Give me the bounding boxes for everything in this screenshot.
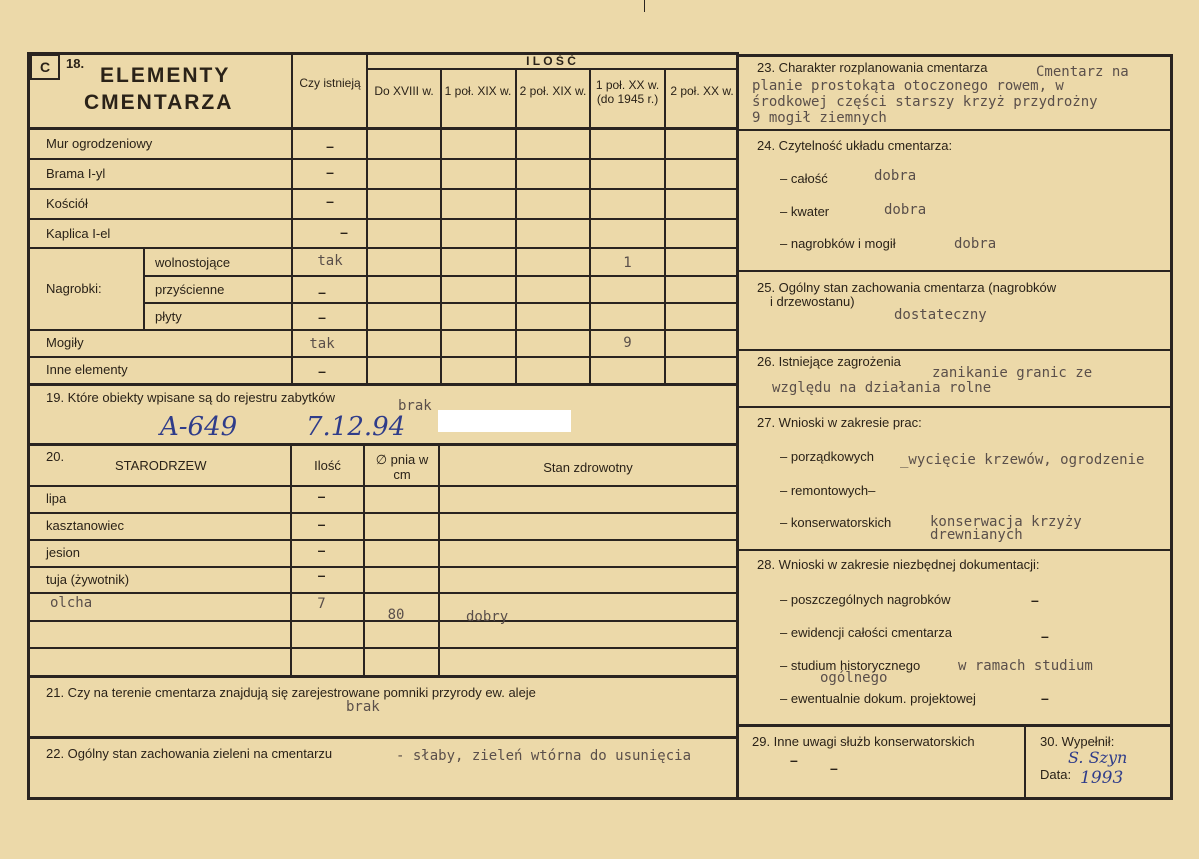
grid-line <box>27 566 737 568</box>
section-28-value: w ramach studium <box>958 658 1093 674</box>
section-28-item: – studium historycznego <box>780 658 921 673</box>
crop-mark <box>644 0 645 12</box>
grid-line <box>145 275 737 277</box>
handwritten-register-date: 7.12.94 <box>306 412 406 442</box>
column-header: Czy istnieją <box>299 76 361 90</box>
row-label: Kaplica I-el <box>46 226 111 241</box>
grid-line <box>27 736 737 739</box>
section-number: 18. <box>66 56 85 71</box>
exists-value: – <box>340 224 348 240</box>
section-21-label: 21. Czy na terenie cmentarza znajdują się zarejestrowane pomniki przyrody ew. aleje <box>46 685 536 700</box>
tree-label: kasztanowiec <box>46 518 125 533</box>
grid-line <box>440 69 442 384</box>
section-25-value: dostateczny <box>894 307 987 323</box>
section-23-value: Cmentarz na <box>1036 64 1129 80</box>
handwritten-signature: S. Szyn <box>1068 748 1128 767</box>
grid-line <box>1024 726 1026 798</box>
section-26-label: 26. Istniejące zagrożenia <box>757 354 901 369</box>
grid-line <box>738 270 1171 272</box>
redaction-block <box>438 410 571 432</box>
grid-line <box>145 302 737 304</box>
section-24-value: dobra <box>884 202 927 218</box>
grid-line <box>290 445 292 676</box>
section-title: ELEMENTY <box>100 64 231 87</box>
section-27-value: drewnianych <box>930 527 1023 543</box>
column-header: ∅ pnia w cm <box>375 452 429 482</box>
section-24-value: dobra <box>954 236 997 252</box>
section-28-item: – ewentualnie dokum. projektowej <box>780 691 976 706</box>
section-24-value: dobra <box>874 168 917 184</box>
section-24-label: 24. Czytelność układu cmentarza: <box>757 138 953 153</box>
section-27-value: konserwacja krzyży <box>930 514 1082 530</box>
exists-value: tak <box>309 336 335 352</box>
grid-line <box>27 485 737 487</box>
section-19-value: brak <box>398 398 432 414</box>
section-22-label: 22. Ogólny stan zachowania zieleni na cmentarzu <box>46 746 333 761</box>
grid-line <box>143 247 145 330</box>
column-header: Stan zdrowotny <box>543 460 633 475</box>
tree-diameter: 80 <box>387 607 405 623</box>
section-title: STARODRZEW <box>115 458 207 473</box>
section-30-label: 30. Wypełnił: <box>1040 734 1115 749</box>
grid-line <box>27 218 737 220</box>
row-label: przyścienne <box>155 282 225 297</box>
exists-value: – <box>318 309 326 325</box>
section-24-item: – kwater <box>780 204 830 219</box>
section-letter-box: C <box>30 54 60 80</box>
tree-quantity: 7 <box>317 596 326 612</box>
grid-line <box>664 69 666 384</box>
row-label: Inne elementy <box>46 362 128 377</box>
section-number: 20. <box>46 449 65 464</box>
section-28-value: ogólnego <box>820 670 888 686</box>
section-23-label: 23. Charakter rozplanowania cmentarza <box>757 60 988 75</box>
tree-quantity: – <box>317 542 326 558</box>
column-header: I L O Ś Ć <box>526 54 576 68</box>
section-27-value: _wycięcie krzewów, ogrodzenie <box>900 452 1145 468</box>
section-27-item: – konserwatorskich <box>780 515 892 530</box>
frame-line <box>27 52 30 799</box>
tree-label: jesion <box>46 545 80 560</box>
column-header: 1 poł. XX w. (do 1945 r.) <box>595 78 660 106</box>
section-29-value: – <box>790 752 798 768</box>
row-label: Mur ogrodzeniowy <box>46 136 153 151</box>
frame-line <box>27 797 1172 800</box>
grid-line <box>27 512 737 514</box>
row-label: Mogiły <box>46 335 84 350</box>
grid-line <box>27 329 737 331</box>
section-28-value: – <box>1041 690 1049 706</box>
grid-line <box>438 445 440 676</box>
handwritten-date: 1993 <box>1080 768 1124 788</box>
row-label: Kościół <box>46 196 88 211</box>
section-24-item: – nagrobków i mogił <box>780 236 896 251</box>
grid-line <box>27 127 737 130</box>
grid-line <box>27 356 737 358</box>
grid-line <box>738 549 1171 551</box>
section-21-value: brak <box>346 699 380 715</box>
column-header: Do XVIII w. <box>374 84 434 98</box>
frame-line <box>736 54 1173 57</box>
section-29-value: – <box>830 760 838 776</box>
section-23-value: planie prostokąta otoczonego rowem, w <box>752 78 1064 94</box>
tree-health: dobry <box>466 609 509 625</box>
section-23-value: środkowej części starszy krzyż przydrożny <box>752 94 1098 110</box>
exists-value: – <box>318 363 326 379</box>
tree-quantity: – <box>317 488 326 504</box>
column-header: 2 poł. XX w. <box>670 84 734 98</box>
tree-label: olcha <box>50 595 93 611</box>
section-24-item: – całość <box>780 171 828 186</box>
grid-line <box>515 69 517 384</box>
section-19-label: 19. Które obiekty wpisane są do rejestru zabytków <box>46 390 336 405</box>
tree-quantity: – <box>317 567 326 583</box>
grid-line <box>738 724 1171 727</box>
grid-line <box>27 383 737 386</box>
tree-label: tuja (żywotnik) <box>46 572 130 587</box>
grid-line <box>27 158 737 160</box>
row-label: płyty <box>155 309 182 324</box>
grid-line <box>27 675 737 678</box>
section-28-label: 28. Wnioski w zakresie niezbędnej dokumentacji: <box>757 557 1040 572</box>
section-28-item: – poszczególnych nagrobków <box>780 592 951 607</box>
section-27-item: – remontowych– <box>780 483 876 498</box>
row-label: wolnostojące <box>155 255 231 270</box>
section-22-value: - słaby, zieleń wtórna do usunięcia <box>396 748 692 764</box>
handwritten-register-number: A-649 <box>160 412 238 442</box>
grid-line <box>738 129 1171 131</box>
section-23-value: 9 mogił ziemnych <box>752 110 887 126</box>
frame-line <box>1170 54 1173 800</box>
section-28-value: – <box>1031 592 1039 608</box>
exists-value: tak <box>317 253 343 269</box>
frame-line <box>736 52 739 800</box>
exists-value: – <box>318 284 326 300</box>
section-title: CMENTARZA <box>84 91 234 114</box>
section-25-label: i drzewostanu) <box>770 294 855 309</box>
quantity-value: 9 <box>623 335 632 351</box>
exists-value: – <box>326 138 334 154</box>
grid-line <box>27 647 737 649</box>
section-30-date-label: Data: <box>1040 767 1072 782</box>
tree-quantity: – <box>317 516 326 532</box>
grid-line <box>363 445 365 676</box>
column-header: Ilość <box>314 458 341 473</box>
grid-line <box>27 539 737 541</box>
column-header: 1 poł. XIX w. <box>444 84 512 98</box>
section-29-label: 29. Inne uwagi służb konserwatorskich <box>752 734 975 749</box>
exists-value: – <box>326 164 334 180</box>
grid-line <box>27 247 737 249</box>
grid-line <box>738 406 1171 408</box>
exists-value: – <box>326 193 334 209</box>
section-25-label: 25. Ogólny stan zachowania cmentarza (nagrobków <box>757 280 1057 295</box>
section-27-label: 27. Wnioski w zakresie prac: <box>757 415 922 430</box>
grid-line <box>27 443 737 446</box>
section-28-item: – ewidencji całości cmentarza <box>780 625 952 640</box>
section-27-item: – porządkowych <box>780 449 874 464</box>
row-label: Brama I-yl <box>46 166 106 181</box>
section-26-value: zanikanie granic ze <box>932 365 1093 381</box>
quantity-value: 1 <box>623 255 632 271</box>
grid-line <box>27 188 737 190</box>
row-label: Nagrobki: <box>46 281 102 296</box>
grid-line <box>366 68 736 70</box>
grid-line <box>738 349 1171 351</box>
section-26-value: względu na działania rolne <box>772 380 992 396</box>
section-28-value: – <box>1041 628 1049 644</box>
column-header: 2 poł. XIX w. <box>519 84 587 98</box>
tree-label: lipa <box>46 491 67 506</box>
grid-line <box>27 592 737 594</box>
